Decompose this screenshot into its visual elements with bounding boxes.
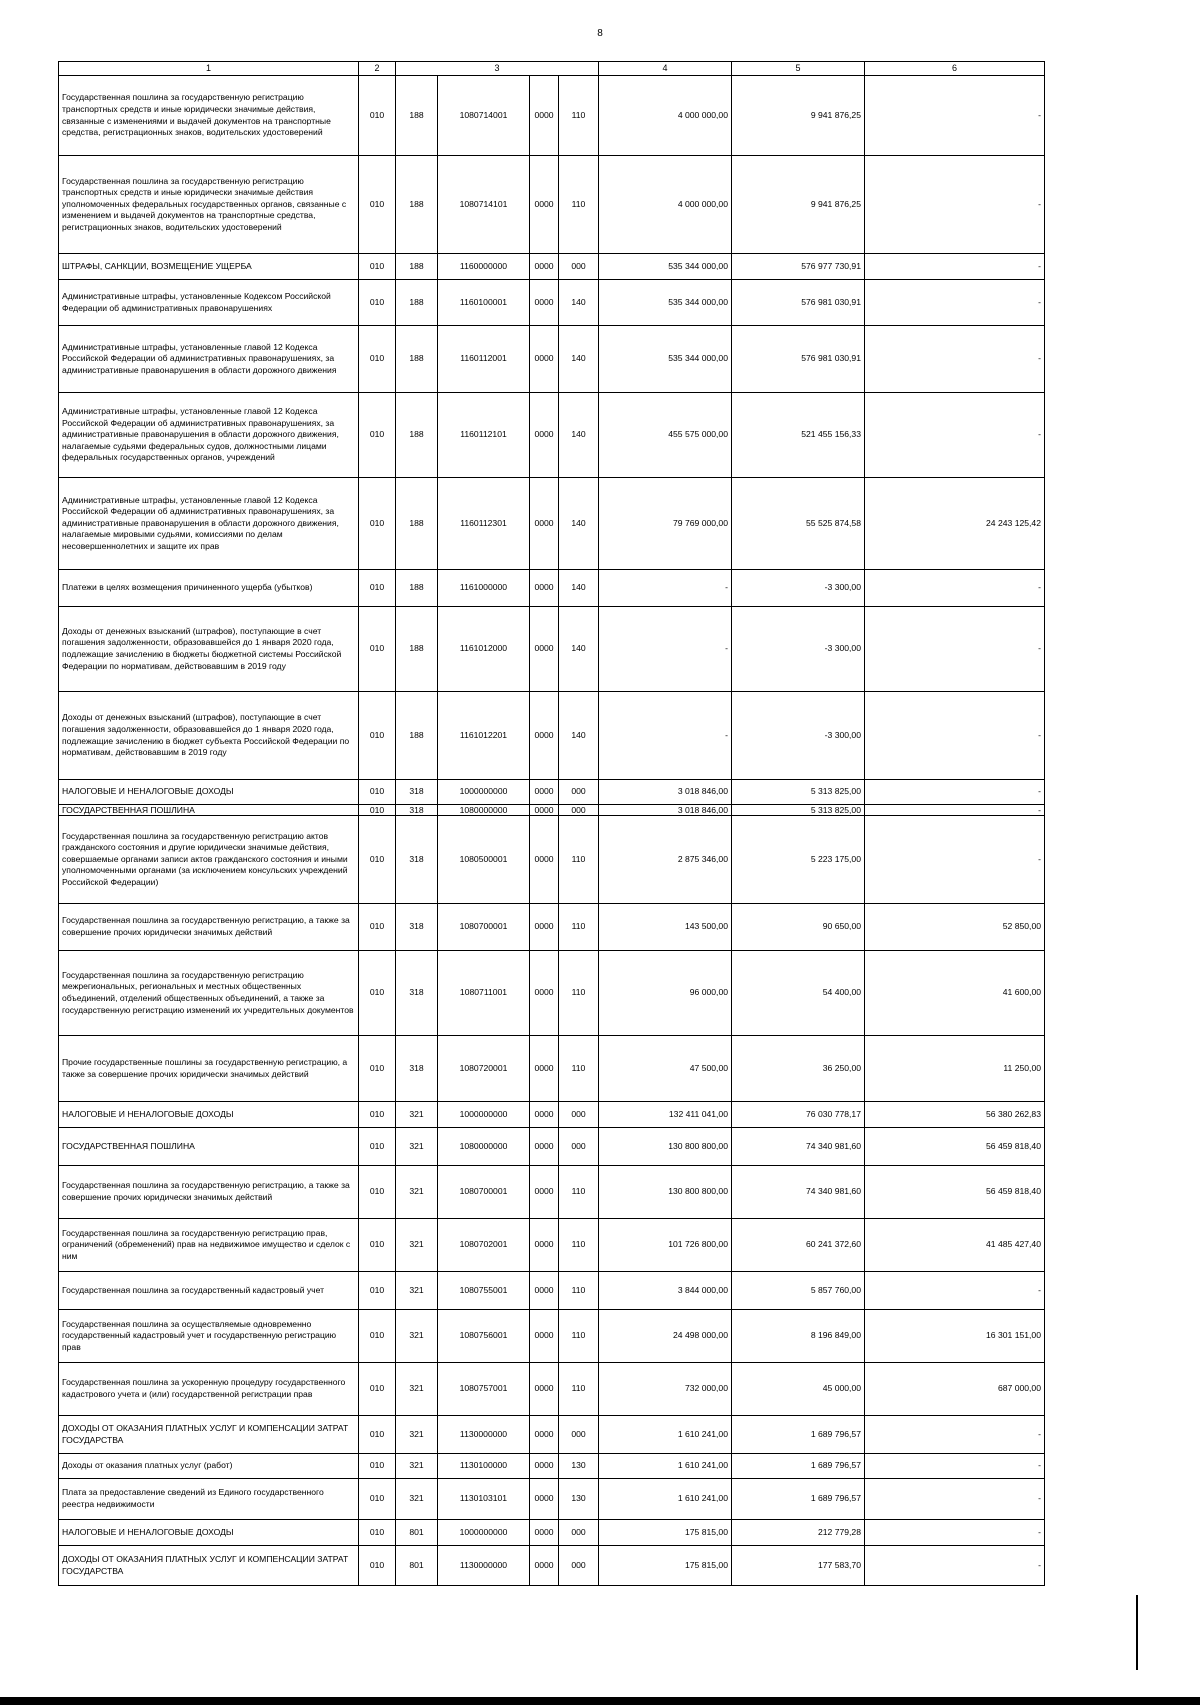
row-admin-code: 321 (396, 1416, 438, 1454)
row-value-6: - (865, 780, 1045, 805)
row-name: Доходы от денежных взысканий (штрафов), поступающие в счет погашения задолженности, образовавшейся до 1 января 2020 года, подлежащие зачислению в бюджет субъекта Российской Федерации по нормативам, действовавшим в 2019 году (59, 692, 359, 780)
row-admin-code: 188 (396, 478, 438, 570)
row-value-5: 1 689 796,57 (732, 1416, 865, 1454)
row-admin-code: 321 (396, 1166, 438, 1219)
row-value-5: 5 313 825,00 (732, 780, 865, 805)
row-value-4: 3 018 846,00 (599, 780, 732, 805)
table-row (59, 478, 1045, 570)
row-program-code: 0000 (530, 692, 559, 780)
row-kbk-code: 1080500001 (438, 816, 530, 904)
row-value-4: 2 875 346,00 (599, 816, 732, 904)
table-row (59, 326, 1045, 393)
row-economic-code: 110 (559, 1272, 599, 1310)
row-kbk-code: 1130000000 (438, 1416, 530, 1454)
row-economic-code: 110 (559, 904, 599, 951)
table-row (59, 76, 1045, 156)
row-economic-code: 000 (559, 254, 599, 280)
row-admin-code: 801 (396, 1546, 438, 1586)
row-economic-code: 110 (559, 816, 599, 904)
row-kbk-code: 1080702001 (438, 1219, 530, 1272)
row-economic-code: 110 (559, 156, 599, 254)
row-value-5: 36 250,00 (732, 1036, 865, 1102)
header-col-4: 4 (599, 62, 732, 76)
row-value-4: 535 344 000,00 (599, 326, 732, 393)
row-value-6: - (865, 1479, 1045, 1520)
row-value-6: 41 600,00 (865, 951, 1045, 1036)
row-admin-code: 321 (396, 1128, 438, 1166)
row-admin-code: 321 (396, 1272, 438, 1310)
row-name: Платежи в целях возмещения причиненного ущерба (убытков) (59, 570, 359, 607)
row-value-5: 576 981 030,91 (732, 280, 865, 326)
row-value-4: 143 500,00 (599, 904, 732, 951)
row-economic-code: 130 (559, 1454, 599, 1479)
row-value-4: 535 344 000,00 (599, 254, 732, 280)
row-kbk-code: 1161012000 (438, 607, 530, 692)
row-economic-code: 000 (559, 1520, 599, 1546)
row-name: Государственная пошлина за государственную регистрацию, а также за совершение прочих юридически значимых действий (59, 904, 359, 951)
row-value-4: 79 769 000,00 (599, 478, 732, 570)
row-value-4: 1 610 241,00 (599, 1454, 732, 1479)
table-row (59, 1416, 1045, 1454)
row-name: Государственная пошлина за государственную регистрацию транспортных средств и иные юридически значимые действия, связанные с изменениями и выдачей документов на транспортные средства, регистрационных знаков, водительских удостоверений (59, 76, 359, 156)
row-value-4: 24 498 000,00 (599, 1310, 732, 1363)
row-value-5: 5 857 760,00 (732, 1272, 865, 1310)
row-value-5: 9 941 876,25 (732, 76, 865, 156)
table-row (59, 1310, 1045, 1363)
row-code-2: 010 (359, 1479, 396, 1520)
row-value-4: 130 800 800,00 (599, 1166, 732, 1219)
row-name: Государственная пошлина за государственную регистрацию межрегиональных, региональных и местных общественных объединений, отделений общественных объединений, а также за государственную регистрацию изменений их учредительных документов (59, 951, 359, 1036)
row-value-4: 47 500,00 (599, 1036, 732, 1102)
row-economic-code: 000 (559, 805, 599, 816)
row-code-2: 010 (359, 280, 396, 326)
row-value-5: -3 300,00 (732, 570, 865, 607)
row-name: Административные штрафы, установленные главой 12 Кодекса Российской Федерации об административных правонарушениях, за административные правонарушения в области дорожного движения (59, 326, 359, 393)
row-kbk-code: 1130000000 (438, 1546, 530, 1586)
row-code-2: 010 (359, 1219, 396, 1272)
row-economic-code: 110 (559, 1036, 599, 1102)
row-admin-code: 318 (396, 816, 438, 904)
row-kbk-code: 1080714101 (438, 156, 530, 254)
row-economic-code: 000 (559, 780, 599, 805)
row-code-2: 010 (359, 1036, 396, 1102)
table-row (59, 1166, 1045, 1219)
row-code-2: 010 (359, 904, 396, 951)
row-value-4: 455 575 000,00 (599, 393, 732, 478)
row-admin-code: 321 (396, 1479, 438, 1520)
row-kbk-code: 1161012201 (438, 692, 530, 780)
revenue-table (58, 61, 1045, 1586)
row-economic-code: 110 (559, 1166, 599, 1219)
row-name: ГОСУДАРСТВЕННАЯ ПОШЛИНА (59, 805, 359, 816)
row-value-4: 175 815,00 (599, 1520, 732, 1546)
row-value-5: 212 779,28 (732, 1520, 865, 1546)
table-row (59, 1102, 1045, 1128)
row-code-2: 010 (359, 1416, 396, 1454)
scan-edge-mark (1136, 1595, 1138, 1670)
row-program-code: 0000 (530, 1272, 559, 1310)
row-kbk-code: 1080000000 (438, 1128, 530, 1166)
header-col-1: 1 (59, 62, 359, 76)
row-kbk-code: 1130100000 (438, 1454, 530, 1479)
row-kbk-code: 1080000000 (438, 805, 530, 816)
row-value-6: - (865, 326, 1045, 393)
header-col-5: 5 (732, 62, 865, 76)
row-code-2: 010 (359, 1166, 396, 1219)
row-value-4: 535 344 000,00 (599, 280, 732, 326)
row-economic-code: 140 (559, 607, 599, 692)
row-economic-code: 000 (559, 1416, 599, 1454)
table-row (59, 1520, 1045, 1546)
row-code-2: 010 (359, 805, 396, 816)
row-value-6: - (865, 1520, 1045, 1546)
table-row (59, 1479, 1045, 1520)
row-admin-code: 321 (396, 1363, 438, 1416)
row-kbk-code: 1000000000 (438, 780, 530, 805)
row-name: Государственная пошлина за государственную регистрацию, а также за совершение прочих юридически значимых действий (59, 1166, 359, 1219)
row-value-6: - (865, 1416, 1045, 1454)
row-value-4: - (599, 570, 732, 607)
row-code-2: 010 (359, 254, 396, 280)
row-value-6: - (865, 692, 1045, 780)
row-admin-code: 188 (396, 607, 438, 692)
row-value-4: - (599, 607, 732, 692)
row-value-4: 4 000 000,00 (599, 76, 732, 156)
row-code-2: 010 (359, 393, 396, 478)
row-code-2: 010 (359, 156, 396, 254)
row-code-2: 010 (359, 816, 396, 904)
row-code-2: 010 (359, 951, 396, 1036)
row-economic-code: 110 (559, 1310, 599, 1363)
row-name: ГОСУДАРСТВЕННАЯ ПОШЛИНА (59, 1128, 359, 1166)
row-kbk-code: 1080757001 (438, 1363, 530, 1416)
row-kbk-code: 1000000000 (438, 1102, 530, 1128)
row-economic-code: 110 (559, 1363, 599, 1416)
row-value-4: 175 815,00 (599, 1546, 732, 1586)
row-value-4: 132 411 041,00 (599, 1102, 732, 1128)
row-code-2: 010 (359, 1363, 396, 1416)
header-col-2: 2 (359, 62, 396, 76)
row-name: Плата за предоставление сведений из Единого государственного реестра недвижимости (59, 1479, 359, 1520)
row-value-5: 576 981 030,91 (732, 326, 865, 393)
row-program-code: 0000 (530, 76, 559, 156)
row-name: Доходы от оказания платных услуг (работ) (59, 1454, 359, 1479)
row-value-6: - (865, 280, 1045, 326)
row-name: Прочие государственные пошлины за государственную регистрацию, а также за совершение прочих юридически значимых действий (59, 1036, 359, 1102)
row-name: Доходы от денежных взысканий (штрафов), поступающие в счет погашения задолженности, образовавшейся до 1 января 2020 года, подлежащие зачислению в бюджеты бюджетной системы Российской Федерации по нормативам, действовавшим в 2019 году (59, 607, 359, 692)
row-value-6: - (865, 1546, 1045, 1586)
row-code-2: 010 (359, 692, 396, 780)
row-admin-code: 318 (396, 1036, 438, 1102)
row-value-4: 1 610 241,00 (599, 1416, 732, 1454)
row-admin-code: 188 (396, 393, 438, 478)
row-program-code: 0000 (530, 1166, 559, 1219)
row-program-code: 0000 (530, 254, 559, 280)
row-admin-code: 188 (396, 570, 438, 607)
table-row (59, 692, 1045, 780)
row-economic-code: 140 (559, 326, 599, 393)
row-admin-code: 318 (396, 805, 438, 816)
row-kbk-code: 1130103101 (438, 1479, 530, 1520)
row-admin-code: 318 (396, 904, 438, 951)
table-body (59, 62, 1045, 1586)
row-economic-code: 000 (559, 1128, 599, 1166)
table-row (59, 1219, 1045, 1272)
row-program-code: 0000 (530, 607, 559, 692)
row-economic-code: 110 (559, 1219, 599, 1272)
row-value-6: 24 243 125,42 (865, 478, 1045, 570)
row-program-code: 0000 (530, 1454, 559, 1479)
row-program-code: 0000 (530, 1219, 559, 1272)
row-name: Государственная пошлина за государственную регистрацию транспортных средств и иные юридически значимые действия уполномоченных федеральных государственных органов, связанные с изменением и выдачей документов на транспортные средства, регистрационных знаков, водительских удостоверений (59, 156, 359, 254)
table-row (59, 816, 1045, 904)
row-value-5: 576 977 730,91 (732, 254, 865, 280)
row-economic-code: 110 (559, 76, 599, 156)
row-kbk-code: 1000000000 (438, 1520, 530, 1546)
row-kbk-code: 1160100001 (438, 280, 530, 326)
table-row (59, 280, 1045, 326)
row-value-5: 45 000,00 (732, 1363, 865, 1416)
row-code-2: 010 (359, 607, 396, 692)
row-value-5: 9 941 876,25 (732, 156, 865, 254)
row-code-2: 010 (359, 1454, 396, 1479)
row-program-code: 0000 (530, 816, 559, 904)
row-admin-code: 188 (396, 326, 438, 393)
row-program-code: 0000 (530, 951, 559, 1036)
row-program-code: 0000 (530, 570, 559, 607)
header-row (59, 62, 1045, 76)
row-value-4: 130 800 800,00 (599, 1128, 732, 1166)
row-kbk-code: 1160112101 (438, 393, 530, 478)
row-program-code: 0000 (530, 904, 559, 951)
row-value-4: 3 844 000,00 (599, 1272, 732, 1310)
row-value-6: - (865, 76, 1045, 156)
row-value-6: - (865, 393, 1045, 478)
row-value-4: 732 000,00 (599, 1363, 732, 1416)
row-code-2: 010 (359, 570, 396, 607)
table-row (59, 1036, 1045, 1102)
table-row (59, 1128, 1045, 1166)
row-value-4: 4 000 000,00 (599, 156, 732, 254)
row-value-6: 16 301 151,00 (865, 1310, 1045, 1363)
row-kbk-code: 1161000000 (438, 570, 530, 607)
row-code-2: 010 (359, 1102, 396, 1128)
row-kbk-code: 1080720001 (438, 1036, 530, 1102)
row-code-2: 010 (359, 1128, 396, 1166)
row-program-code: 0000 (530, 156, 559, 254)
row-program-code: 0000 (530, 1363, 559, 1416)
row-code-2: 010 (359, 780, 396, 805)
row-value-5: 54 400,00 (732, 951, 865, 1036)
row-value-6: - (865, 1272, 1045, 1310)
row-program-code: 0000 (530, 1310, 559, 1363)
row-name: ДОХОДЫ ОТ ОКАЗАНИЯ ПЛАТНЫХ УСЛУГ И КОМПЕНСАЦИИ ЗАТРАТ ГОСУДАРСТВА (59, 1546, 359, 1586)
row-value-5: 5 313 825,00 (732, 805, 865, 816)
scan-bottom-bar (0, 1697, 1200, 1705)
row-admin-code: 188 (396, 280, 438, 326)
row-name: Государственная пошлина за государственную регистрацию прав, ограничений (обременений) прав на недвижимое имущество и сделок с ним (59, 1219, 359, 1272)
row-economic-code: 140 (559, 280, 599, 326)
row-value-4: 1 610 241,00 (599, 1479, 732, 1520)
row-program-code: 0000 (530, 1102, 559, 1128)
table-row (59, 1454, 1045, 1479)
row-name: Государственная пошлина за государственный кадастровый учет (59, 1272, 359, 1310)
row-value-5: 1 689 796,57 (732, 1454, 865, 1479)
row-economic-code: 110 (559, 951, 599, 1036)
row-value-6: 52 850,00 (865, 904, 1045, 951)
row-code-2: 010 (359, 1546, 396, 1586)
row-value-6: 56 459 818,40 (865, 1128, 1045, 1166)
row-admin-code: 318 (396, 780, 438, 805)
row-code-2: 010 (359, 1520, 396, 1546)
row-kbk-code: 1080700001 (438, 904, 530, 951)
row-program-code: 0000 (530, 478, 559, 570)
row-name: Государственная пошлина за ускоренную процедуру государственного кадастрового учета и (или) государственной регистрации прав (59, 1363, 359, 1416)
row-name: Административные штрафы, установленные главой 12 Кодекса Российской Федерации об административных правонарушениях, за административные правонарушения в области дорожного движения, налагаемые мировыми судьями, комиссиями по делам несовершеннолетних и защите их прав (59, 478, 359, 570)
row-economic-code: 130 (559, 1479, 599, 1520)
row-economic-code: 000 (559, 1546, 599, 1586)
row-kbk-code: 1080755001 (438, 1272, 530, 1310)
row-value-6: - (865, 254, 1045, 280)
row-code-2: 010 (359, 326, 396, 393)
row-value-5: 1 689 796,57 (732, 1479, 865, 1520)
row-economic-code: 140 (559, 478, 599, 570)
row-program-code: 0000 (530, 1128, 559, 1166)
row-admin-code: 321 (396, 1310, 438, 1363)
table-row (59, 570, 1045, 607)
row-economic-code: 000 (559, 1102, 599, 1128)
row-code-2: 010 (359, 1310, 396, 1363)
row-value-5: 8 196 849,00 (732, 1310, 865, 1363)
row-value-4: 101 726 800,00 (599, 1219, 732, 1272)
row-value-5: 74 340 981,60 (732, 1128, 865, 1166)
row-value-6: 11 250,00 (865, 1036, 1045, 1102)
row-name: НАЛОГОВЫЕ И НЕНАЛОГОВЫЕ ДОХОДЫ (59, 1102, 359, 1128)
table-row (59, 607, 1045, 692)
row-program-code: 0000 (530, 780, 559, 805)
row-economic-code: 140 (559, 570, 599, 607)
row-value-6: 56 380 262,83 (865, 1102, 1045, 1128)
row-admin-code: 188 (396, 76, 438, 156)
row-value-6: - (865, 156, 1045, 254)
row-value-6: - (865, 570, 1045, 607)
row-name: Государственная пошлина за государственную регистрацию актов гражданского состояния и другие юридически значимые действия, совершаемые органами записи актов гражданского состояния и иными уполномоченными органами (за исключением консульских учреждений Российской Федерации) (59, 816, 359, 904)
table-row (59, 951, 1045, 1036)
row-value-5: 60 241 372,60 (732, 1219, 865, 1272)
row-kbk-code: 1080711001 (438, 951, 530, 1036)
row-value-6: - (865, 805, 1045, 816)
row-name: Административные штрафы, установленные главой 12 Кодекса Российской Федерации об административных правонарушениях, за административные правонарушения в области дорожного движения, налагаемые судьями федеральных судов, должностными лицами федеральных государственных органов, учреждений (59, 393, 359, 478)
row-name: ШТРАФЫ, САНКЦИИ, ВОЗМЕЩЕНИЕ УЩЕРБА (59, 254, 359, 280)
row-value-6: - (865, 1454, 1045, 1479)
row-admin-code: 321 (396, 1219, 438, 1272)
row-name: Административные штрафы, установленные Кодексом Российской Федерации об административных правонарушениях (59, 280, 359, 326)
row-value-6: - (865, 607, 1045, 692)
row-value-5: 74 340 981,60 (732, 1166, 865, 1219)
row-admin-code: 321 (396, 1102, 438, 1128)
table-row (59, 1363, 1045, 1416)
row-value-4: 3 018 846,00 (599, 805, 732, 816)
row-program-code: 0000 (530, 326, 559, 393)
row-program-code: 0000 (530, 393, 559, 478)
row-admin-code: 188 (396, 692, 438, 780)
row-kbk-code: 1080700001 (438, 1166, 530, 1219)
row-name: ДОХОДЫ ОТ ОКАЗАНИЯ ПЛАТНЫХ УСЛУГ И КОМПЕНСАЦИИ ЗАТРАТ ГОСУДАРСТВА (59, 1416, 359, 1454)
row-value-5: -3 300,00 (732, 692, 865, 780)
row-value-5: 177 583,70 (732, 1546, 865, 1586)
table-row (59, 780, 1045, 805)
row-name: Государственная пошлина за осуществляемые одновременно государственный кадастровый учет и государственную регистрацию прав (59, 1310, 359, 1363)
row-value-5: 55 525 874,58 (732, 478, 865, 570)
row-code-2: 010 (359, 478, 396, 570)
row-kbk-code: 1080756001 (438, 1310, 530, 1363)
row-value-5: 76 030 778,17 (732, 1102, 865, 1128)
table-row (59, 904, 1045, 951)
header-col-3: 3 (396, 62, 599, 76)
table-row (59, 156, 1045, 254)
row-value-6: 56 459 818,40 (865, 1166, 1045, 1219)
row-kbk-code: 1160112001 (438, 326, 530, 393)
table-row (59, 1272, 1045, 1310)
page-number: 8 (597, 28, 603, 39)
row-name: НАЛОГОВЫЕ И НЕНАЛОГОВЫЕ ДОХОДЫ (59, 1520, 359, 1546)
row-program-code: 0000 (530, 280, 559, 326)
row-value-6: - (865, 816, 1045, 904)
row-code-2: 010 (359, 76, 396, 156)
row-admin-code: 188 (396, 254, 438, 280)
row-name: НАЛОГОВЫЕ И НЕНАЛОГОВЫЕ ДОХОДЫ (59, 780, 359, 805)
row-value-4: 96 000,00 (599, 951, 732, 1036)
row-kbk-code: 1080714001 (438, 76, 530, 156)
table-row (59, 393, 1045, 478)
table-row (59, 254, 1045, 280)
row-economic-code: 140 (559, 692, 599, 780)
row-economic-code: 140 (559, 393, 599, 478)
row-value-4: - (599, 692, 732, 780)
row-admin-code: 318 (396, 951, 438, 1036)
row-value-5: -3 300,00 (732, 607, 865, 692)
row-program-code: 0000 (530, 1036, 559, 1102)
row-admin-code: 321 (396, 1454, 438, 1479)
row-kbk-code: 1160000000 (438, 254, 530, 280)
table-row (59, 805, 1045, 816)
row-value-6: 41 485 427,40 (865, 1219, 1045, 1272)
row-value-5: 521 455 156,33 (732, 393, 865, 478)
row-admin-code: 801 (396, 1520, 438, 1546)
row-program-code: 0000 (530, 805, 559, 816)
row-admin-code: 188 (396, 156, 438, 254)
row-program-code: 0000 (530, 1546, 559, 1586)
row-kbk-code: 1160112301 (438, 478, 530, 570)
row-program-code: 0000 (530, 1416, 559, 1454)
table-row (59, 1546, 1045, 1586)
row-program-code: 0000 (530, 1520, 559, 1546)
row-program-code: 0000 (530, 1479, 559, 1520)
row-value-5: 5 223 175,00 (732, 816, 865, 904)
row-value-6: 687 000,00 (865, 1363, 1045, 1416)
row-value-5: 90 650,00 (732, 904, 865, 951)
row-code-2: 010 (359, 1272, 396, 1310)
header-col-6: 6 (865, 62, 1045, 76)
